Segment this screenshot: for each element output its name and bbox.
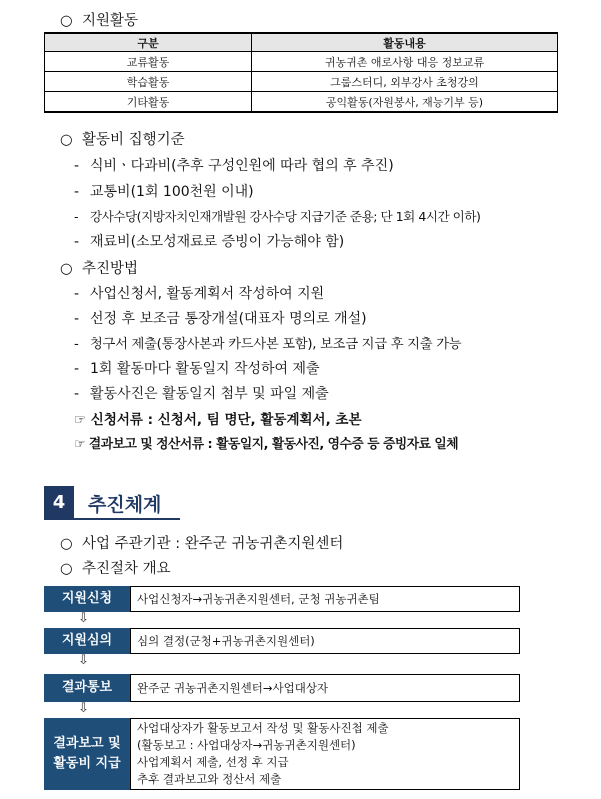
list-item-text: 사업신청서, 활동계획서 작성하여 지원 <box>90 286 325 302</box>
activities-table <box>44 32 558 113</box>
step-label: 지원심의 <box>44 628 130 654</box>
circle-bullet-icon: ○ <box>60 132 73 148</box>
dash-bullet: - <box>74 361 80 377</box>
dash-bullet: - <box>74 158 80 174</box>
section-expense <box>60 128 185 149</box>
list-item-text: 재료비(소모성재료로 증빙이 가능해야 함) <box>90 234 345 250</box>
list-item <box>74 206 480 225</box>
list-item <box>74 383 329 403</box>
organizer-line <box>60 532 343 553</box>
step-description: 사업신청자→귀농귀촌지원센터, 군청 귀농귀촌팀 <box>130 586 520 612</box>
circle-bullet-icon: ○ <box>60 261 73 277</box>
down-arrow-icon: ⇩ <box>78 701 89 716</box>
table-cell: 교류활동 <box>45 52 252 72</box>
list-item-text: 교통비(1회 100천원 이내) <box>90 184 254 200</box>
table-cell: 기타활동 <box>45 92 252 113</box>
dash-bullet: - <box>74 184 80 200</box>
list-item-text: 선정 후 보조금 통장개설(대표자 명의로 개설) <box>90 311 367 327</box>
section-4-title: 추진체계 <box>88 494 162 516</box>
list-item <box>74 155 394 175</box>
section-activities <box>60 9 138 30</box>
step-description-line: 사업대상자가 활동보고서 작성 및 활동사진첩 제출 <box>137 721 389 735</box>
table-cell: 그룹스터디, 외부강사 초청강의 <box>252 72 558 92</box>
dash-bullet: - <box>74 209 79 224</box>
dash-bullet: - <box>74 234 80 250</box>
step-description <box>130 718 520 790</box>
list-item-text: 청구서 제출(통장사본과 카드사본 포함), 보조금 지급 후 지출 가능 <box>90 337 462 352</box>
table-cell: 귀농귀촌 애로사항 대응 정보교류 <box>252 52 558 72</box>
section-title: 지원활동 <box>82 13 139 29</box>
list-item <box>74 358 320 378</box>
section-4-heading <box>44 486 180 520</box>
note-application-docs: ☞ 신청서류 : 신청서, 팀 명단, 활동계획서, 초본 <box>74 412 362 428</box>
step-description-line: 사업계획서 제출, 선정 후 지급 <box>137 755 289 769</box>
process-overview-text: 추진절차 개요 <box>82 561 171 577</box>
circle-bullet-icon: ○ <box>60 561 73 577</box>
step-label-line: 활동비 지급 <box>53 756 121 771</box>
table-cell: 공익활동(자원봉사, 재능기부 등) <box>252 92 558 113</box>
process-step-apply <box>44 586 520 612</box>
heading-underline <box>44 518 180 520</box>
note-settlement-docs: ☞ 결과보고 및 정산서류 : 활동일지, 활동사진, 영수증 등 증빙자료 일체 <box>74 437 459 452</box>
circle-bullet-icon: ○ <box>60 536 73 552</box>
list-item-text: 활동사진은 활동일지 첨부 및 파일 제출 <box>90 386 329 402</box>
section-method <box>60 257 138 278</box>
table-cell: 학습활동 <box>45 72 252 92</box>
process-overview-line <box>60 557 171 578</box>
dash-bullet: - <box>74 337 79 352</box>
section-title: 활동비 집행기준 <box>82 132 185 148</box>
process-step-notify <box>44 674 520 702</box>
table-header-row <box>45 33 558 52</box>
process-step-report-payment <box>44 718 520 790</box>
step-description: 완주군 귀농귀촌지원센터→사업대상자 <box>130 674 520 702</box>
list-item-text: 1회 활동마다 활동일지 작성하여 제출 <box>90 361 320 377</box>
table-row <box>45 52 558 72</box>
table-row <box>45 92 558 113</box>
down-arrow-icon: ⇩ <box>78 653 89 668</box>
section-title: 추진방법 <box>82 261 139 277</box>
step-label-line: 결과보고 및 <box>53 736 121 751</box>
dash-bullet: - <box>74 311 80 327</box>
list-item-text: 강사수당(지방자치인재개발원 강사수당 지급기준 준용; 단 1회 4시간 이하) <box>90 209 481 224</box>
column-header: 활동내용 <box>252 33 558 52</box>
list-item <box>74 283 324 303</box>
step-description: 심의 결정(군청+귀농귀촌지원센터) <box>130 628 520 654</box>
step-label <box>44 718 130 790</box>
process-step-review <box>44 628 520 654</box>
down-arrow-icon: ⇩ <box>78 611 89 626</box>
dash-bullet: - <box>74 386 80 402</box>
organizer-text: 사업 주관기관 : 완주군 귀농귀촌지원센터 <box>82 536 344 552</box>
list-item-text: 식비ㆍ다과비(추후 구성인원에 따라 협의 후 추진) <box>90 158 394 174</box>
list-item <box>74 308 367 328</box>
table-row <box>45 72 558 92</box>
dash-bullet: - <box>74 286 80 302</box>
step-description-line: (활동보고 : 사업대상자→귀농귀촌지원센터) <box>137 738 356 752</box>
section-number: 4 <box>44 486 74 518</box>
step-label: 결과통보 <box>44 674 130 702</box>
circle-bullet-icon: ○ <box>60 13 73 29</box>
step-label: 지원신청 <box>44 586 130 612</box>
list-item <box>74 333 461 352</box>
list-item <box>74 181 254 201</box>
list-item <box>74 231 344 251</box>
column-header: 구분 <box>45 33 252 52</box>
step-description-line: 추후 결과보고와 정산서 제출 <box>137 772 282 786</box>
